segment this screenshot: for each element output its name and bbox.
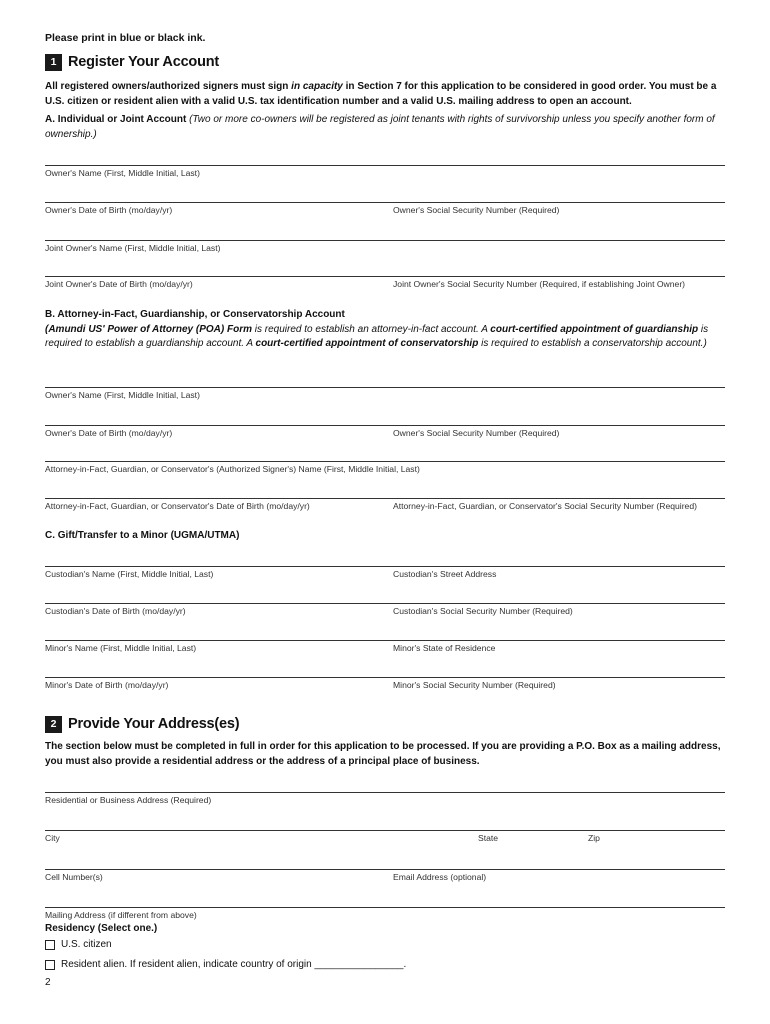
mailing-address-line[interactable] [45,907,725,908]
joint-name-line[interactable] [45,240,725,241]
joint-dob-ssn-line[interactable] [45,276,725,277]
custodian-dob-ssn-line[interactable] [45,603,725,604]
aif-dob-label: Attorney-in-Fact, Guardian, or Conservator's Date of Birth (mo/day/yr) [45,501,310,511]
page-number: 2 [45,977,51,988]
us-citizen-label: U.S. citizen [61,939,112,950]
aif-name-line[interactable] [45,461,725,462]
custodian-name-address-line[interactable] [45,566,725,567]
owner-name-label: Owner's Name (First, Middle Initial, Last) [45,168,200,178]
residency-option-us-citizen[interactable] [45,939,112,950]
residency-option-resident-alien[interactable] [45,959,406,970]
city-state-zip-line[interactable] [45,830,725,831]
b-owner-ssn-label: Owner's Social Security Number (Required) [393,428,560,438]
custodian-name-label: Custodian's Name (First, Middle Initial, Last) [45,569,214,579]
residential-address-line[interactable] [45,792,725,793]
resident-alien-label: Resident alien. If resident alien, indicate country of origin ________________. [61,959,407,970]
b-owner-dob-ssn-line[interactable] [45,425,725,426]
minor-name-label: Minor's Name (First, Middle Initial, Last) [45,643,197,653]
section-2-title: Provide Your Address(es) [68,716,240,732]
minor-dob-label: Minor's Date of Birth (mo/day/yr) [45,680,169,690]
residency-heading: Residency (Select one.) [45,923,158,934]
custodian-dob-label: Custodian's Date of Birth (mo/day/yr) [45,606,186,616]
joint-dob-label: Joint Owner's Date of Birth (mo/day/yr) [45,279,193,289]
section-2-intro: The section below must be completed in full in order for this application to be processed. If you are providing a P.O. Box as a mailing address, you must also provide a residential address or the address of a principal place of business. [45,741,721,767]
section-2-header [45,714,239,734]
custodian-address-label: Custodian's Street Address [393,569,497,579]
email-label: Email Address (optional) [393,872,487,882]
owner-dob-ssn-line[interactable] [45,202,725,203]
city-label: City [45,833,60,843]
b-owner-name-label: Owner's Name (First, Middle Initial, Last) [45,390,200,400]
cell-email-line[interactable] [45,869,725,870]
section-2-number: 2 [45,716,62,733]
custodian-ssn-label: Custodian's Social Security Number (Required) [393,606,573,616]
joint-name-label: Joint Owner's Name (First, Middle Initial, Last) [45,243,221,253]
b-owner-name-line[interactable] [45,387,725,388]
section-1-title: Register Your Account [68,54,220,70]
subsection-c-heading: C. Gift/Transfer to a Minor (UGMA/UTMA) [45,530,240,541]
aif-dob-ssn-line[interactable] [45,498,725,499]
section-1-header [45,52,219,72]
aif-name-label: Attorney-in-Fact, Guardian, or Conservator's (Authorized Signer's) Name (First, Middle Initial, Last) [45,464,420,474]
subsection-b-heading: B. Attorney-in-Fact, Guardianship, or Conservatorship Account (Amundi US' Power of Attorney (POA) Form is required to establish an attorney-in-fact account. A court-certified appointment of guardianship is required to establish a guardianship account. A court-certified appointment of conservatorship is required to establish a conservatorship account.) [45,309,709,349]
section-1-intro: All registered owners/authorized signers must sign in capacity in Section 7 for this application to be considered in good order. You must be a U.S. citizen or resident alien with a valid U.S. tax identification number and a valid U.S. mailing address to open an account. [45,81,717,107]
section-1-number: 1 [45,54,62,71]
b-owner-dob-label: Owner's Date of Birth (mo/day/yr) [45,428,173,438]
residential-address-label: Residential or Business Address (Required) [45,795,212,805]
joint-ssn-label: Joint Owner's Social Security Number (Required, if establishing Joint Owner) [393,279,686,289]
subsection-a-heading: A. Individual or Joint Account (Two or more co-owners will be registered as joint tenants with rights of survivorship unless you specify another form of ownership.) [45,114,715,140]
aif-ssn-label: Attorney-in-Fact, Guardian, or Conservator's Social Security Number (Required) [393,501,697,511]
zip-label: Zip [588,833,600,843]
mailing-address-label: Mailing Address (if different from above) [45,910,197,920]
us-citizen-checkbox[interactable] [45,940,55,950]
minor-ssn-label: Minor's Social Security Number (Required) [393,680,556,690]
minor-dob-ssn-line[interactable] [45,677,725,678]
state-label: State [478,833,499,843]
resident-alien-checkbox[interactable] [45,960,55,970]
owner-ssn-label: Owner's Social Security Number (Required) [393,205,560,215]
minor-state-label: Minor's State of Residence [393,643,496,653]
cell-number-label: Cell Number(s) [45,872,103,882]
minor-name-state-line[interactable] [45,640,725,641]
ink-instructions: Please print in blue or black ink. [45,32,206,44]
owner-dob-label: Owner's Date of Birth (mo/day/yr) [45,205,173,215]
owner-name-line[interactable] [45,165,725,166]
